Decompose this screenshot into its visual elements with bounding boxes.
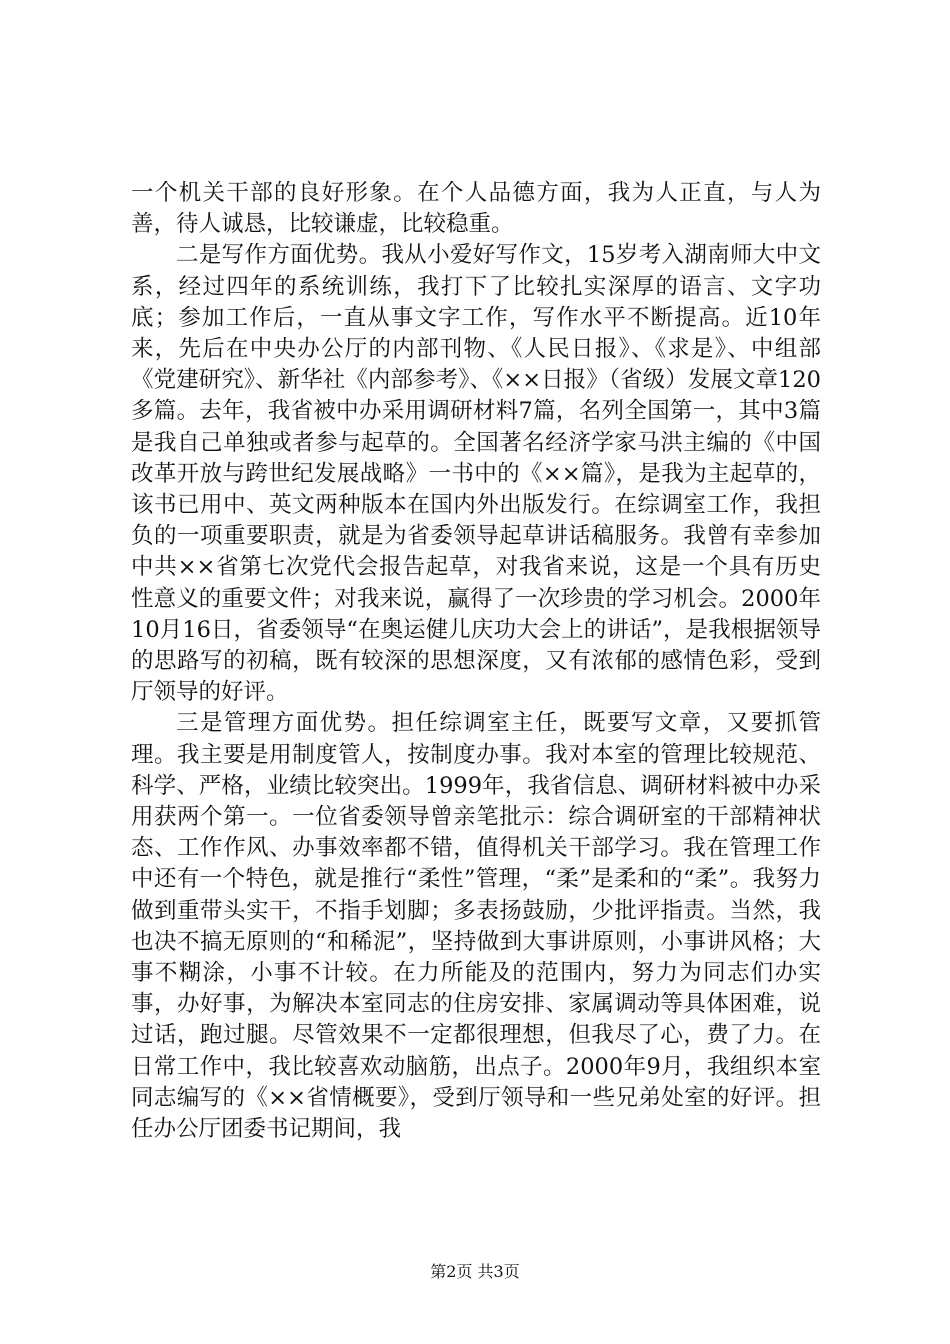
page-number-label: 第2页 共3页: [430, 1262, 520, 1281]
paragraph-1: 一个机关干部的良好形象。在个人品德方面，我为人正直，与人为善，待人诚恳，比较谦虚，比较稳重。: [131, 180, 821, 238]
paragraph-3: 三是管理方面优势。担任综调室主任，既要写文章，又要抓管理。我主要是用制度管人，按制度办事。我对本室的管理比较规范、科学、严格，业绩比较突出。1999年，我省信息、调研材料被中办采用获两个第一。一位省委领导曾亲笔批示：综合调研室的干部精神状态、工作作风、办事效率都不错，值得机关干部学习。我在管理工作中还有一个特色，就是推行“柔性”管理，“柔”是柔和的“柔”。我努力做到重带头实干，不指手划脚；多表扬鼓励，少批评指责。当然，我也决不搞无原则的“和稀泥”，坚持做到大事讲原则，小事讲风格；大事不糊涂，小事不计较。在力所能及的范围内，努力为同志们办实事，办好事，为解决本室同志的住房安排、家属调动等具体困难，说过话，跑过腿。尽管效果不一定都很理想，但我尽了心，费了力。在日常工作中，我比较喜欢动脑筋，出点子。2000年9月，我组织本室同志编写的《××省情概要》，受到厅领导和一些兄弟处室的好评。担任办公厅团委书记期间，我: [131, 710, 821, 1143]
page-footer: [0, 1262, 950, 1282]
document-body: [131, 178, 821, 1145]
paragraph-2: 二是写作方面优势。我从小爱好写作文，15岁考入湖南师大中文系，经过四年的系统训练，我打下了比较扎实深厚的语言、文字功底；参加工作后，一直从事文字工作，写作水平不断提高。近10年来，先后在中央办公厅的内部刊物、《人民日报》、《求是》、中组部《党建研究》、新华社《内部参考》、《××日报》（省级）发展文章120多篇。去年，我省被中办采用调研材料7篇，名列全国第一，其中3篇是我自己单独或者参与起草的。全国著名经济学家马洪主编的《中国改革开放与跨世纪发展战略》一书中的《××篇》，是我为主起草的，该书已用中、英文两种版本在国内外出版发行。在综调室工作，我担负的一项重要职责，就是为省委领导起草讲话稿服务。我曾有幸参加中共××省第七次党代会报告起草，对我省来说，这是一个具有历史性意义的重要文件；对我来说，赢得了一次珍贵的学习机会。2000年10月16日，省委领导“在奥运健儿庆功大会上的讲话”，是我根据领导的思路写的初稿，既有较深的思想深度，又有浓郁的感情色彩，受到厅领导的好评。: [131, 242, 821, 706]
